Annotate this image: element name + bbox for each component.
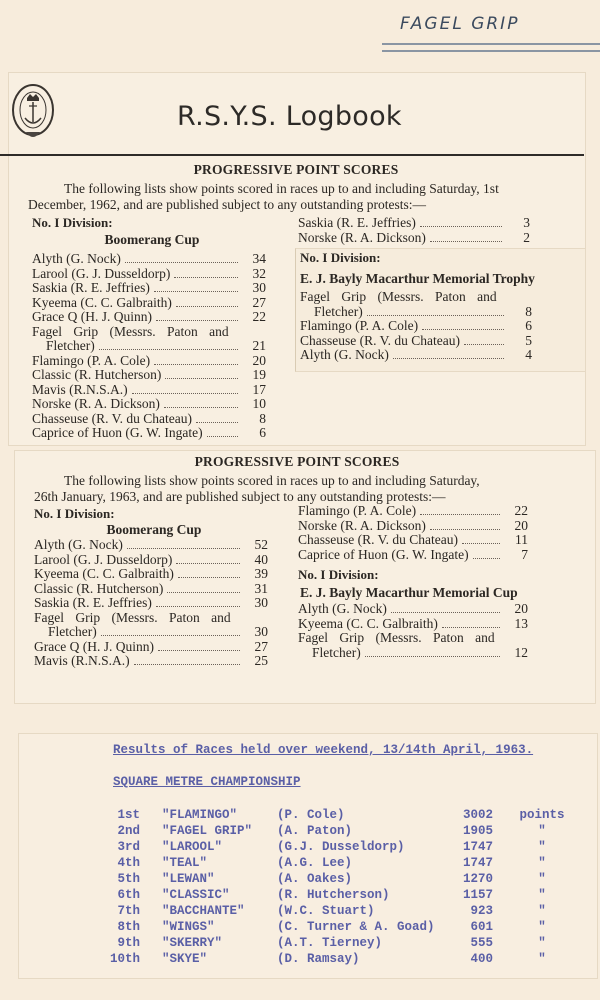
cup-title: Boomerang Cup (104, 232, 200, 247)
continued-table-dec (298, 216, 530, 245)
page-title: R.S.Y.S. Logbook (177, 101, 402, 132)
table-row: Classic (R. Hutcherson) 19 (32, 367, 266, 382)
table-row: Fletcher) 12 (312, 644, 528, 660)
table-row: Alyth (G. Nock) 20 (298, 601, 528, 616)
table-row: Larool (G. J. Dusseldorp) 40 (34, 551, 268, 567)
division-label: No. I Division: (298, 567, 379, 582)
table-row: Fagel Grip (Messrs. Paton and (298, 630, 495, 645)
boomerang-cup-table-jan (34, 538, 268, 669)
table-row: Norske (R. A. Dickson) 20 (298, 517, 528, 533)
table-row: Fagel Grip (Messrs. Paton and (300, 289, 497, 304)
result-row: 8th "WINGS" (C. Turner & A. Goad) 601 " (117, 920, 546, 934)
table-row: Larool (G. J. Dusseldorp) 32 (32, 265, 266, 281)
table-row: Alyth (G. Nock) 52 (34, 537, 268, 552)
table-row: Flamingo (P. A. Cole) 20 (32, 352, 266, 368)
handwritten-label: FAGEL GRIP (400, 14, 520, 34)
table-row: Chasseuse (R. V. du Chateau) 11 (298, 532, 528, 547)
result-row: 7th "BACCHANTE" (W.C. Stuart) 923 " (117, 904, 546, 918)
table-row: Kyeema (C. C. Galbraith) 39 (34, 566, 268, 581)
table-row: Alyth (G. Nock) 34 (32, 251, 266, 266)
table-row: Mavis (R.N.S.A.) 17 (32, 381, 266, 397)
table-row: Grace Q (H. J. Quinn) 22 (32, 309, 266, 324)
table-row: Fagel Grip (Messrs. Paton and (32, 323, 229, 339)
table-row: Kyeema (C. C. Galbraith) 27 (32, 294, 266, 310)
table-row: Flamingo (P. A. Cole) 22 (298, 503, 528, 518)
title-divider (0, 154, 584, 156)
result-row: 10th "SKYE" (D. Ramsay) 400 " (109, 952, 546, 966)
table-row: Alyth (G. Nock) 4 (300, 347, 532, 362)
result-row: 3rd "LAROOL" (G.J. Dusseldorp) 1747 " (117, 840, 546, 854)
result-row: 6th "CLASSIC" (R. Hutcherson) 1157 " (117, 888, 546, 902)
crest-icon (8, 82, 58, 144)
division-label: No. I Division: (34, 506, 115, 521)
intro-text: The following lists show points scored in races up to and including Saturday, 1st December, 1962, and are published subject to any outstanding protests:— (28, 181, 499, 212)
table-row: Mavis (R.N.S.A.) 25 (34, 653, 268, 668)
table-row: Kyeema (C. C. Galbraith) 13 (298, 615, 528, 631)
division-label: No. I Division: (32, 215, 113, 230)
results-title: Results of Races held over weekend, 13/14th April, 1963. (113, 743, 534, 757)
cup-title: Boomerang Cup (106, 522, 202, 537)
table-row: Fletcher) 8 (314, 303, 532, 319)
section-heading: PROGRESSIVE POINT SCORES (193, 162, 399, 177)
result-row: 5th "LEWAN" (A. Oakes) 1270 " (117, 872, 546, 886)
table-row: Grace Q (H. J. Quinn) 27 (34, 638, 268, 654)
section-heading: PROGRESSIVE POINT SCORES (194, 454, 400, 469)
table-row: Saskia (R. E. Jeffries) 3 (298, 215, 530, 230)
table-row: Saskia (R. E. Jeffries) 30 (34, 595, 268, 610)
table-row: Chasseuse (R. V. du Chateau) 5 (300, 332, 532, 348)
table-row: Flamingo (P. A. Cole) 6 (300, 318, 532, 333)
continued-table-jan (298, 504, 528, 562)
table-row: Caprice of Huon (G. W. Ingate) 7 (298, 546, 528, 562)
table-row: Saskia (R. E. Jeffries) 30 (32, 280, 266, 295)
table-row: Caprice of Huon (G. W. Ingate) 6 (32, 425, 266, 440)
championship-title: SQUARE METRE CHAMPIONSHIP (113, 775, 301, 789)
result-row: 4th "TEAL" (A.G. Lee) 1747 " (117, 856, 546, 870)
division-label: No. I Division: (300, 250, 381, 265)
macarthur-cup-table (298, 602, 528, 660)
table-row: Fletcher) 30 (48, 624, 268, 639)
result-row: 1st "FLAMINGO" (P. Cole) 3002 points (117, 808, 565, 822)
trophy-title: E. J. Bayly Macarthur Memorial Trophy (300, 271, 535, 286)
boomerang-cup-table-dec (32, 252, 266, 441)
result-row: 9th "SKERRY" (A.T. Tierney) 555 " (117, 936, 546, 950)
intro-text: The following lists show points scored in races up to and including Saturday, 26th January, 1963, and are published subject to any outstanding protests:— (34, 473, 480, 504)
macarthur-trophy-table (300, 290, 532, 363)
handwritten-underline (382, 43, 600, 45)
table-row: Chasseuse (R. V. du Chateau) 8 (32, 410, 266, 426)
trophy-title: E. J. Bayly Macarthur Memorial Cup (300, 585, 518, 600)
result-row: 2nd "FAGEL GRIP" (A. Paton) 1905 " (117, 824, 546, 838)
table-row: Fagel Grip (Messrs. Paton and (34, 609, 231, 625)
table-row: Fletcher) 21 (46, 338, 266, 353)
table-row: Norske (R. A. Dickson) 10 (32, 396, 266, 411)
table-row: Norske (R. A. Dickson) 2 (298, 229, 530, 245)
handwritten-underline-2 (382, 50, 600, 52)
table-row: Classic (R. Hutcherson) 31 (34, 580, 268, 596)
